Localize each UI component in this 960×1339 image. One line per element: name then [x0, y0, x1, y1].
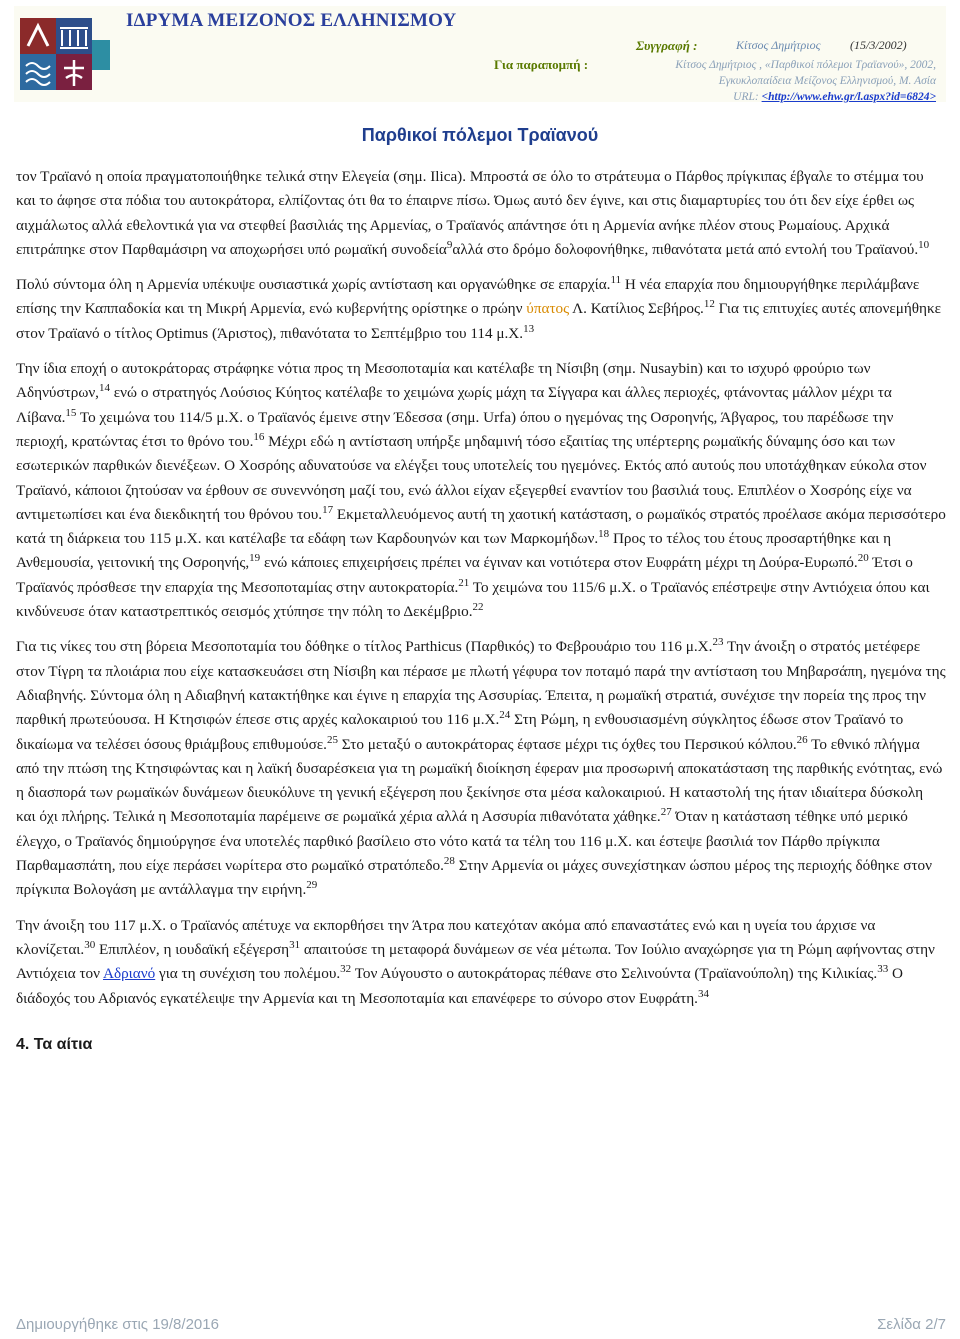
footnote-ref-33[interactable]: 33 [877, 963, 889, 976]
footnote-ref-18[interactable]: 18 [598, 528, 610, 541]
page-title: Παρθικοί πόλεμοι Τραϊανού [361, 125, 599, 145]
footnote-ref-11[interactable]: 11 [610, 274, 622, 287]
foundation-logo-icon [20, 18, 92, 90]
footnote-ref-14[interactable]: 14 [98, 382, 110, 395]
paragraph-4: Για τις νίκες του στη βόρεια Μεσοποταμία του δόθηκε ο τίτλος Parthicus (Παρθικός) το Φεβρουάριο του 116 μ.Χ.$^{23}$ Την άνοιξη ο στρατός μετέφερε στον Τίγρη τα πλοιάρια που είχε κατασκευάσει στη Νίσιβη και πέρασε με πλωτή γέφυρα τον ποταμό παρά την αντίσταση του Μηβαρσάπη, ηγεμόνα της Αδιαβηνής. Σύντομα όλη η Αδιαβηνή κατακτήθηκε και έγινε η επαρχία της Ασσυρίας. Έπειτα, η ρωμαϊκή στρατιά, συνέχισε την πορεία της προς την παρθική πρωτεύουσα. Η Κτησιφών έπεσε στις αρχές καλοκαιριού του 116 μ.Χ.$^{24}$ Στη Ρώμη, η ενθουσιασμένη σύγκλητος έδωσε στον Τραϊανό το δικαίωμα να τελέσει όσους θριάμβους επιθυμούσε.$^{25}$ Στο μεταξύ ο αυτοκράτορας έφτασε μέχρι τις όχθες του Περσικού κόλπου.$^{26}$ Το εθνικό πλήγμα από την πτώση της Κτησιφώντας και η λαϊκή δυσαρέσκεια για τη ρωμαϊκή διοίκηση έφεραν μια προσωρινή αποκατάσταση της παρθικής ενότητας, ενώ η διασπορά των ρωμαϊκών δυνάμεων διευκόλυνε τη γενική εξέγερση που ξεκίνησε στα μέσα καλοκαιριού. Η καταστολή της ήταν ιδιαίτερα δύσκολη και όχι πλήρης. Τελικά η Μεσοποταμία παρέμεινε σε ρωμαϊκά χέρια αλλά η Ασσυρία πιθανότατα χάθηκε.$^{27}$ Όταν η κατάσταση τέθηκε υπό μερικό έλεγχο, ο Τραϊανός δημιούργησε ένα υποτελές παρθικό βασίλειο στο νότο κατά τα τέλη του 116 μ.Χ. και έστεψε βασιλιά τον Πάρθο πρίγκιπα Παρθαμασπάτη, που είχε περάσει νωρίτερα στο ρωμαϊκό στρατόπεδο.$^{28}$ Στην Αρμενία οι μάχες συνεχίστηκαν ώσπου μέρος της περιοχής δόθηκε στον πρίγκιπα Βολογάση με αντάλλαγμα την ειρήνη.$^{29}$ [16, 636, 946, 899]
section-heading: 4. Τα αίτια [16, 1035, 93, 1053]
footnote-ref-15[interactable]: 15 [65, 406, 77, 419]
citation-url-prefix: URL: [733, 91, 759, 103]
org-title: ΙΔΡΥΜΑ ΜΕΙΖΟΝΟΣ ΕΛΛΗΝΙΣΜΟΥ [126, 10, 457, 31]
footnote-ref-19[interactable]: 19 [249, 552, 261, 565]
footer-created-date: Δημιουργήθηκε στις 19/8/2016 [16, 1316, 219, 1333]
author-name: Κίτσος Δημήτριος [736, 38, 821, 52]
citation-url-link[interactable]: <http://www.ehw.gr/l.aspx?id=6824> [761, 91, 936, 103]
paragraph-3: Την ίδια εποχή ο αυτοκράτορας στράφηκε νότια προς τη Μεσοποταμία και κατέλαβε τη Νίσιβη (σημ. Nusaybin) και το ισχυρό φρούριο των Αδηνύστρων,$^{14}$ ενώ ο στρατηγός Λούσιος Κύητος κατέλαβε το χειμώνα χωρίς μάχη τα Σίγγαρα και άλλες περιοχές, φτάνοντας μάλλον μέχρι τα Λίβανα.$^{15}$ Το χειμώνα του 114/5 μ.Χ. ο Τραϊανός έμεινε στην Έδεσσα (σημ. Urfa) όπου ο ηγεμόνας της Οσροηνής, Άβγαρος, του παρέδωσε την περιοχή, κρατώντας έτσι το θρόνο του.$^{16}$ Μέχρι εδώ η αντίσταση υπήρξε μηδαμινή τόσο εξαιτίας της υπέρτερης ρωμαϊκής δύναμης όσο και των εσωτερικών παρθικών διενέξεων. Ο Χοσρόης αδυνατούσε να ελέγξει τους υποτελείς του ηγεμόνες. Εκτός από αυτούς που υποτάχθηκαν εύκολα στον Τραϊανό, κάποιοι ζητούσαν να έρθουν σε συνεννόηση μαζί του, ενώ άλλοι είχαν εξεγερθεί εναντίον του βασιλιά τους. Επιπλέον ο Χοσρόης είχε να αντιμετωπίσει και ένα διεκδικητή του θρόνου του.$^{17}$ Εκμεταλλευόμενος αυτή τη χαοτική κατάσταση, ο ρωμαϊκός στρατός προέλασε ακόμα περισσότερο κατά τη διάρκεια του 115 μ.Χ. και κατέλαβε τα εδάφη των Καρδουηνών και των Μαρκομήδων.$^{18}$ Προς το τέλος του έτους προσαρτήθηκε και η Ανθεμουσία, γειτονική της Οσροηνής,$^{19}$ ενώ κάποιες επιχειρήσεις πρέπει να έγιναν και νοτιότερα στον Ευφράτη μέχρι τη Δούρα-Ευρωπό.$^{20}$ Έτσι ο Τραϊανός πρόσθεσε την επαρχία της Μεσοποταμίας στην αυτοκρατορία.$^{21}$ Το χειμώνα του 115/6 μ.Χ. ο Τραϊανός επέστρεψε στην Αντιόχεια όπου και κινδύνευσε όταν καταστρεπτικός σεισμός χτύπησε την πόλη το Δεκέμβριο.$^{22}$ [16, 360, 946, 621]
citation-block [626, 57, 936, 105]
logo-accent-bar [92, 40, 110, 70]
paragraph-1: τον Τραϊανό η οποία πραγματοποιήθηκε τελικά στην Ελεγεία (σημ. Ilica). Μπροστά σε όλο το στράτευμα ο Πάρθος πρίγκιπας έβγαλε το στέμμα του και το άφησε στα πόδια του αυτοκράτορα, ελπίζοντας ότι θα το έπαιρνε πίσω. Όμως αυτό δεν έγινε, και στις διαμαρτυρίες του ότι δεν είχε έρθει ως αιχμάλωτος αλλά εθελοντικά για να στεφθεί βασιλιάς της Αρμενίας, ο Τραϊανός απάντησε ότι η Αρμενία ανήκε πλέον στους Ρωμαίους. Αρχικά επιτράπηκε στον Παρθαμάσιρη να αποχωρήσει υπό ρωμαϊκή συνοδεία$^9$αλλά στο δρόμο δολοφονήθηκε, πιθανότατα μετά από εντολή του Τραϊανού.$^{10}$ [16, 168, 930, 258]
footnote-ref-17[interactable]: 17 [322, 503, 334, 516]
footnote-ref-30[interactable]: 30 [84, 938, 96, 951]
footnote-ref-32[interactable]: 32 [340, 963, 352, 976]
link-ypatos[interactable]: ύπατος [526, 300, 570, 318]
footnote-ref-31[interactable]: 31 [289, 938, 301, 951]
footnote-ref-27[interactable]: 27 [660, 806, 672, 819]
citation-url-line [626, 89, 936, 105]
footnote-ref-10[interactable]: 10 [918, 238, 930, 251]
footnote-ref-29[interactable]: 29 [306, 879, 318, 892]
footnote-ref-34[interactable]: 34 [697, 987, 709, 1000]
header-banner [14, 6, 946, 102]
footnote-ref-9[interactable]: 9 [446, 238, 453, 251]
link-adrianos[interactable]: Αδριανό [102, 965, 156, 983]
citation-label: Για παραπομπή : [494, 57, 589, 72]
footnote-ref-16[interactable]: 16 [253, 430, 265, 443]
paragraph-2: Πολύ σύντομα όλη η Αρμενία υπέκυψε ουσιαστικά χωρίς αντίσταση και οργανώθηκε σε επαρχία.$^{11}$ Η νέα επαρχία που δημιουργήθηκε περιλάμβανε επίσης την Καππαδοκία και τη Μικρή Αρμενία, ενώ κυβερνήτης ορίστηκε ο πρώην ύπατος Λ. Κατίλιος Σεβήρος.$^{12}$ Για τις επιτυχίες αυτές απονεμήθηκε στον Τραϊανό ο τίτλος Optimus (Άριστος), πιθανότατα το Σεπτέμβριο του 114 μ.Χ.$^{13}$ [16, 274, 942, 342]
footnote-ref-25[interactable]: 25 [326, 733, 338, 746]
paragraph-5: Την άνοιξη του 117 μ.Χ. ο Τραϊανός απέτυχε να εκπορθήσει την Άτρα που κατεχόταν ακόμα από επαναστάτες ενώ και η υγεία του άρχισε να κλονίζεται.$^{30}$ Επιπλέον, η ιουδαϊκή εξέγερση$^{31}$ απαιτούσε τη μεταφορά δυνάμεων σε νέα μέτωπα. Τον Ιούλιο αναχώρησε για τη Ρώμη αφήνοντας στην Αντιόχεια τον Αδριανό για τη συνέχιση του πολέμου.$^{32}$ Τον Αύγουστο ο αυτοκράτορας πέθανε στο Σελινούντα (Τραϊανούπολη) της Κιλικίας.$^{33}$ Ο διάδοχός του Αδριανός εγκατέλειψε την Αρμενία και τη Μεσοποταμία και επανέφερε το σύνορο στον Ευφράτη.$^{34}$ [16, 916, 935, 1007]
footnote-ref-21[interactable]: 21 [458, 576, 470, 589]
author-label: Συγγραφή : [636, 38, 698, 53]
footnote-ref-20[interactable]: 20 [857, 552, 869, 565]
publication-date: (15/3/2002) [850, 38, 907, 52]
footnote-ref-13[interactable]: 13 [523, 322, 535, 335]
footer-page-number: Σελίδα 2/7 [877, 1316, 946, 1333]
article-body [16, 165, 946, 1057]
footnote-ref-12[interactable]: 12 [703, 298, 715, 311]
footnote-ref-22[interactable]: 22 [472, 601, 484, 614]
footnote-ref-26[interactable]: 26 [796, 733, 808, 746]
footnote-ref-28[interactable]: 28 [443, 855, 455, 868]
footnote-ref-24[interactable]: 24 [499, 709, 511, 722]
citation-line-2: Εγκυκλοπαίδεια Μείζονος Ελληνισμού, Μ. Ασία [718, 75, 936, 87]
citation-line-1: Κίτσος Δημήτριος , «Παρθικοί πόλεμοι Τραϊανού», 2002, [675, 59, 936, 71]
footnote-ref-23[interactable]: 23 [712, 636, 724, 649]
